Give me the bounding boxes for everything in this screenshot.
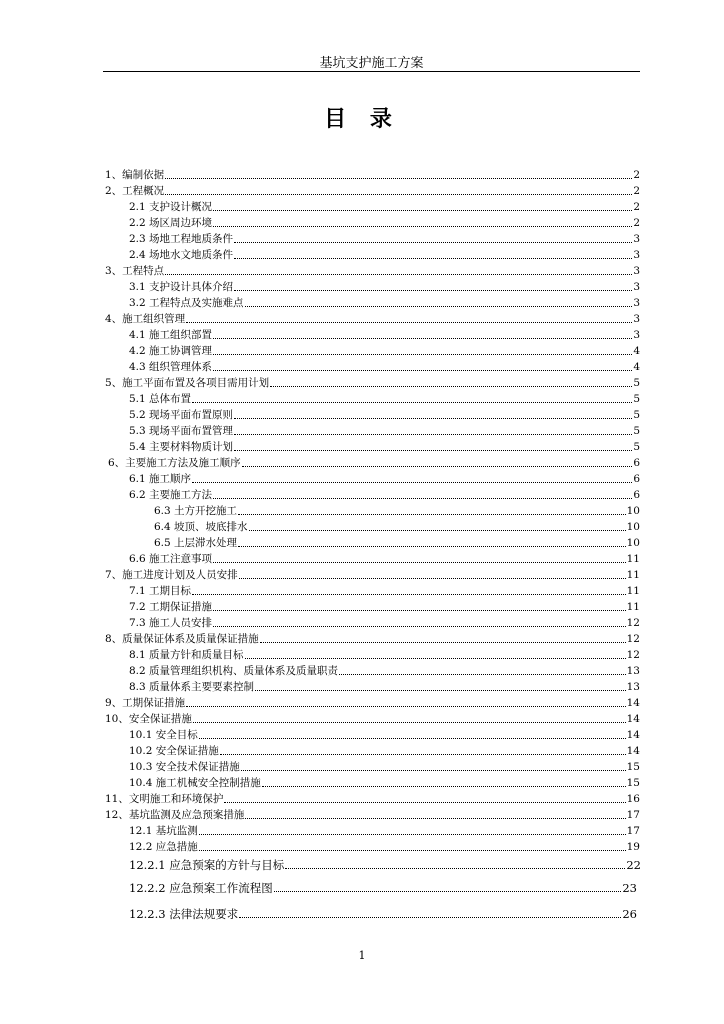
toc-dot-leader <box>213 354 632 355</box>
toc-dot-leader <box>165 194 632 195</box>
toc-dot-leader <box>199 834 626 835</box>
toc-entry[interactable] <box>129 296 640 310</box>
toc-entry[interactable] <box>129 488 640 502</box>
toc-entry-page: 6 <box>633 473 640 485</box>
toc-entry-label: 8.1 质量方针和质量目标 <box>129 649 244 661</box>
toc-entry-page: 12 <box>626 633 640 645</box>
toc-entry[interactable] <box>108 456 640 470</box>
toc-entry[interactable] <box>129 760 640 774</box>
toc-entry-label: 10.1 安全目标 <box>129 729 198 741</box>
toc-entry-label: 12.2 应急措施 <box>129 841 198 853</box>
toc-entry-page: 5 <box>633 441 640 453</box>
toc-entry-label: 5.4 主要材料物质计划 <box>129 441 234 453</box>
toc-entry-label: 2.2 场区周边环境 <box>129 217 213 229</box>
toc-entry-page: 5 <box>633 425 640 437</box>
toc-entry-page: 14 <box>626 729 640 741</box>
toc-entry-page: 22 <box>626 858 641 872</box>
toc-dot-leader <box>245 658 626 659</box>
toc-dot-leader <box>262 786 626 787</box>
toc-entry-label: 12.2.2 应急预案工作流程图 <box>129 881 273 895</box>
toc-entry[interactable] <box>129 824 640 838</box>
toc-dot-leader <box>239 917 621 918</box>
toc-entry-label: 6.1 施工顺序 <box>129 473 192 485</box>
toc-entry-page: 26 <box>622 907 637 921</box>
toc-entry-page: 12 <box>626 617 640 629</box>
toc-dot-leader <box>186 322 632 323</box>
toc-dot-leader <box>192 402 632 403</box>
toc-entry-page: 3 <box>633 265 640 277</box>
toc-entry[interactable] <box>129 907 637 921</box>
toc-entry-label: 7.2 工期保证措施 <box>129 601 213 613</box>
toc-entry[interactable] <box>129 360 640 374</box>
toc-dot-leader <box>213 210 632 211</box>
toc-entry-page: 2 <box>633 185 640 197</box>
toc-dot-leader <box>245 306 633 307</box>
toc-entry-page: 3 <box>633 249 640 261</box>
toc-entry-page: 4 <box>633 361 640 373</box>
toc-entry[interactable] <box>129 584 640 598</box>
toc-entry[interactable] <box>105 376 640 390</box>
toc-entry[interactable] <box>129 881 637 895</box>
toc-entry-page: 17 <box>626 825 640 837</box>
toc-entry-page: 2 <box>633 217 640 229</box>
toc-entry-label: 10.4 施工机械安全控制措施 <box>129 777 261 789</box>
toc-entry-label: 8.3 质量体系主要要素控制 <box>129 681 255 693</box>
toc-entry[interactable] <box>105 568 640 582</box>
toc-entry[interactable] <box>129 280 640 294</box>
toc-entry-label: 5、施工平面布置及各项目需用计划 <box>105 377 270 389</box>
toc-entry-page: 4 <box>633 345 640 357</box>
toc-entry[interactable] <box>129 858 641 872</box>
toc-entry-page: 13 <box>626 665 640 677</box>
toc-dot-leader <box>199 738 626 739</box>
toc-entry-label: 10、安全保证措施 <box>105 713 192 725</box>
toc-dot-leader <box>234 418 632 419</box>
toc-entry-page: 13 <box>626 681 640 693</box>
toc-entry[interactable] <box>105 808 640 822</box>
toc-entry-page: 3 <box>633 313 640 325</box>
toc-entry-label: 9、工期保证措施 <box>105 697 186 709</box>
toc-entry[interactable] <box>129 328 640 342</box>
toc-dot-leader <box>234 258 632 259</box>
toc-entry-page: 10 <box>626 505 640 517</box>
toc-entry-label: 7.3 施工人员安排 <box>129 617 213 629</box>
toc-entry-label: 3.1 支护设计具体介绍 <box>129 281 234 293</box>
toc-entry-label: 2.3 场地工程地质条件 <box>129 233 234 245</box>
toc-dot-leader <box>234 434 632 435</box>
toc-entry[interactable] <box>105 632 640 646</box>
toc-dot-leader <box>213 226 632 227</box>
toc-entry-label: 6.6 施工注意事项 <box>129 553 213 565</box>
toc-dot-leader <box>339 674 626 675</box>
toc-entry-label: 4.2 施工协调管理 <box>129 345 213 357</box>
toc-entry[interactable] <box>105 712 640 726</box>
toc-entry-page: 12 <box>626 649 640 661</box>
toc-entry[interactable] <box>105 264 640 278</box>
toc-entry-page: 15 <box>626 777 640 789</box>
toc-entry-page: 11 <box>626 569 640 581</box>
toc-dot-leader <box>274 891 622 892</box>
toc-entry-label: 5.1 总体布置 <box>129 393 192 405</box>
toc-entry-page: 10 <box>626 521 640 533</box>
toc-entry-page: 3 <box>633 281 640 293</box>
toc-entry[interactable] <box>129 776 640 790</box>
toc-entry-page: 3 <box>633 297 640 309</box>
toc-dot-leader <box>234 242 632 243</box>
toc-entry[interactable] <box>129 840 640 854</box>
toc-dot-leader <box>165 178 632 179</box>
toc-entry-page: 6 <box>633 457 640 469</box>
toc-entry-label: 3、工程特点 <box>105 265 165 277</box>
toc-entry-label: 3.2 工程特点及实施难点 <box>129 297 244 309</box>
header-rule <box>103 71 640 72</box>
toc-entry-page: 2 <box>633 201 640 213</box>
toc-entry[interactable] <box>154 504 640 518</box>
toc-dot-leader <box>165 274 632 275</box>
toc-dot-leader <box>239 578 626 579</box>
toc-entry-label: 2.1 支护设计概况 <box>129 201 213 213</box>
toc-entry-label: 4.3 组织管理体系 <box>129 361 213 373</box>
toc-entry[interactable] <box>129 744 640 758</box>
toc-entry[interactable] <box>129 408 640 422</box>
toc-entry-page: 19 <box>626 841 640 853</box>
toc-entry-label: 6.3 土方开挖施工 <box>154 505 238 517</box>
toc-entry[interactable] <box>129 440 640 454</box>
toc-entry[interactable] <box>105 792 640 806</box>
toc-entry[interactable] <box>129 392 640 406</box>
toc-dot-leader <box>213 562 626 563</box>
toc-dot-leader <box>249 530 626 531</box>
toc-entry-label: 12.2.1 应急预案的方针与目标 <box>129 858 285 872</box>
toc-entry-label: 5.2 现场平面布置原则 <box>129 409 234 421</box>
toc-entry[interactable] <box>129 680 640 694</box>
toc-entry-label: 4.1 施工组织部置 <box>129 329 213 341</box>
toc-entry[interactable] <box>105 696 640 710</box>
toc-entry-label: 1、编制依据 <box>105 169 165 181</box>
toc-entry-label: 2、工程概况 <box>105 185 165 197</box>
toc-dot-leader <box>213 626 626 627</box>
toc-entry-label: 6.5 上层滞水处理 <box>154 537 238 549</box>
toc-dot-leader <box>193 722 626 723</box>
toc-entry-label: 7.1 工期目标 <box>129 585 192 597</box>
toc-entry-page: 14 <box>626 697 640 709</box>
toc-entry-page: 15 <box>626 761 640 773</box>
toc-entry-page: 11 <box>626 601 640 613</box>
page-number: 1 <box>358 949 366 962</box>
toc-dot-leader <box>224 802 625 803</box>
toc-entry-label: 10.3 安全技术保证措施 <box>129 761 240 773</box>
toc-entry[interactable] <box>129 344 640 358</box>
toc-dot-leader <box>238 546 626 547</box>
toc-entry-page: 5 <box>633 393 640 405</box>
toc-entry-page: 17 <box>626 809 640 821</box>
toc-entry[interactable] <box>129 248 640 262</box>
toc-entry-page: 11 <box>626 585 640 597</box>
toc-dot-leader <box>234 450 632 451</box>
page-title: 目 录 <box>324 107 400 132</box>
toc-entry-page: 2 <box>633 169 640 181</box>
toc-dot-leader <box>220 754 626 755</box>
toc-entry-page: 23 <box>622 881 637 895</box>
toc-dot-leader <box>242 466 633 467</box>
toc-entry-label: 12.2.3 法律法规要求 <box>129 907 239 921</box>
toc-entry-label: 11、文明施工和环境保护 <box>105 793 224 805</box>
toc-entry-label: 12、基坑监测及应急预案措施 <box>105 809 245 821</box>
toc-dot-leader <box>213 610 626 611</box>
toc-dot-leader <box>213 370 632 371</box>
toc-entry[interactable] <box>129 200 640 214</box>
toc-entry-page: 16 <box>626 793 640 805</box>
toc-entry-label: 6.2 主要施工方法 <box>129 489 213 501</box>
toc-dot-leader <box>270 386 632 387</box>
toc-dot-leader <box>192 594 626 595</box>
toc-dot-leader <box>260 642 626 643</box>
toc-entry[interactable] <box>105 312 640 326</box>
toc-dot-leader <box>213 498 632 499</box>
toc-entry-label: 10.2 安全保证措施 <box>129 745 219 757</box>
toc-entry-label: 4、施工组织管理 <box>105 313 186 325</box>
toc-dot-leader <box>213 338 632 339</box>
toc-entry[interactable] <box>129 616 640 630</box>
toc-entry-label: 5.3 现场平面布置管理 <box>129 425 234 437</box>
toc-entry[interactable] <box>129 728 640 742</box>
toc-entry-page: 5 <box>633 409 640 421</box>
toc-entry[interactable] <box>129 424 640 438</box>
toc-dot-leader <box>234 290 632 291</box>
toc-entry-label: 6.4 坡顶、坡底排水 <box>154 521 248 533</box>
toc-dot-leader <box>199 850 626 851</box>
toc-dot-leader <box>245 818 625 819</box>
toc-dot-leader <box>241 770 626 771</box>
toc-entry-page: 3 <box>633 233 640 245</box>
toc-entry[interactable] <box>154 520 640 534</box>
toc-entry-label: 12.1 基坑监测 <box>129 825 198 837</box>
toc-entry[interactable] <box>129 648 640 662</box>
toc-entry[interactable] <box>105 168 640 182</box>
toc-entry-label: 6、主要施工方法及施工顺序 <box>108 457 241 469</box>
toc-dot-leader <box>238 514 626 515</box>
toc-entry-label: 8、质量保证体系及质量保证措施 <box>105 633 259 645</box>
toc-entry-page: 6 <box>633 489 640 501</box>
running-header: 基坑支护施工方案 <box>319 56 424 71</box>
toc-entry[interactable] <box>154 536 640 550</box>
toc-entry-label: 7、施工进度计划及人员安排 <box>105 569 238 581</box>
toc-dot-leader <box>285 868 625 869</box>
toc-dot-leader <box>255 690 626 691</box>
toc-dot-leader <box>192 482 632 483</box>
toc-entry-page: 14 <box>626 713 640 725</box>
toc-entry-page: 10 <box>626 537 640 549</box>
toc-entry-label: 2.4 场地水文地质条件 <box>129 249 234 261</box>
toc-entry[interactable] <box>129 472 640 486</box>
toc-entry-page: 14 <box>626 745 640 757</box>
toc-entry[interactable] <box>105 184 640 198</box>
toc-entry[interactable] <box>129 664 640 678</box>
toc-entry-page: 11 <box>626 553 640 565</box>
toc-entry-page: 3 <box>633 329 640 341</box>
toc-dot-leader <box>186 706 625 707</box>
toc-entry[interactable] <box>129 552 640 566</box>
toc-entry[interactable] <box>129 600 640 614</box>
toc-entry[interactable] <box>129 232 640 246</box>
toc-entry-label: 8.2 质量管理组织机构、质量体系及质量职责 <box>129 665 339 677</box>
toc-entry[interactable] <box>129 216 640 230</box>
toc-entry-page: 5 <box>633 377 640 389</box>
